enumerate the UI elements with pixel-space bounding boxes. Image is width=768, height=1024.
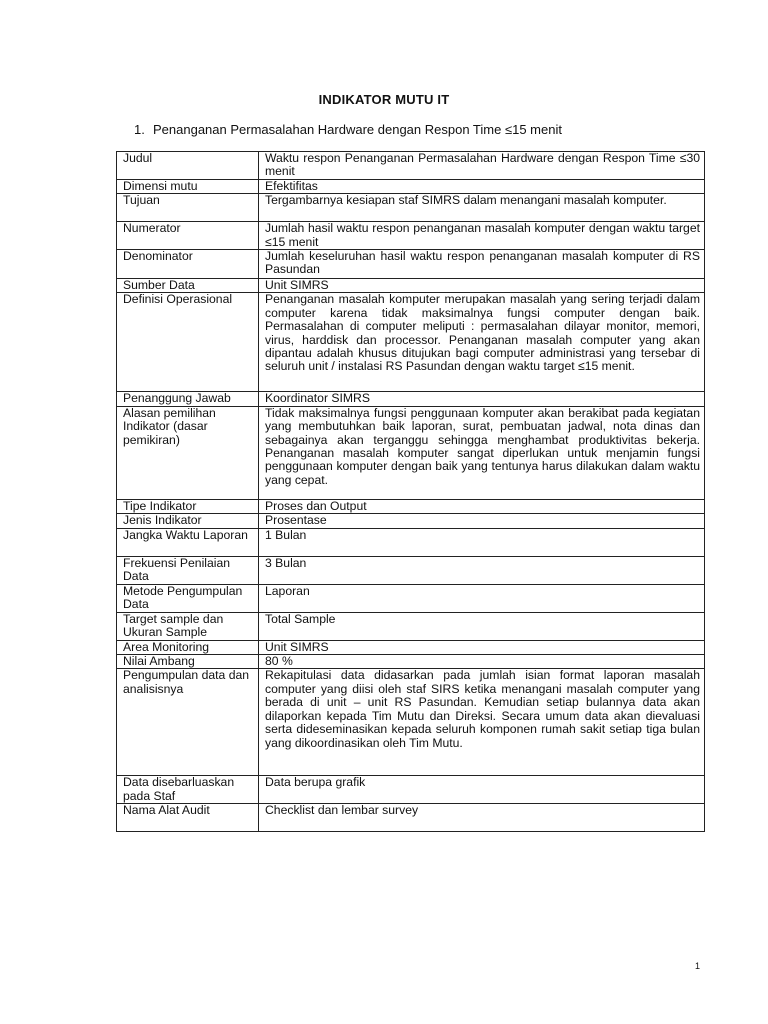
- table-row: [117, 392, 705, 406]
- indicator-table: [116, 151, 705, 832]
- row-label: Denominator: [117, 250, 259, 279]
- table-row: [117, 499, 705, 513]
- table-row: [117, 556, 705, 584]
- row-label: Tujuan: [117, 194, 259, 222]
- row-value: Unit SIMRS: [259, 640, 705, 654]
- row-label: Frekuensi Penilaian Data: [117, 556, 259, 584]
- row-value: Jumlah hasil waktu respon penanganan masalah komputer dengan waktu target ≤15 menit: [259, 222, 705, 250]
- table-row: [117, 222, 705, 250]
- table-row: [117, 655, 705, 669]
- section-heading: [134, 122, 562, 137]
- row-value: Laporan: [259, 584, 705, 612]
- row-label: Alasan pemilihan Indikator (dasar pemikiran): [117, 406, 259, 499]
- row-value: 3 Bulan: [259, 556, 705, 584]
- table-row: [117, 776, 705, 804]
- section-number: 1.: [134, 122, 145, 137]
- row-label: Metode Pengumpulan Data: [117, 584, 259, 612]
- row-value: Checklist dan lembar survey: [259, 804, 705, 832]
- row-value: Tergambarnya kesiapan staf SIMRS dalam menangani masalah komputer.: [259, 194, 705, 222]
- row-value: Proses dan Output: [259, 499, 705, 513]
- row-label: Jenis Indikator: [117, 514, 259, 528]
- table-row: [117, 584, 705, 612]
- row-label: Numerator: [117, 222, 259, 250]
- row-value: Data berupa grafik: [259, 776, 705, 804]
- table-row: [117, 279, 705, 293]
- table-row: [117, 640, 705, 654]
- row-value: Penanganan masalah komputer merupakan masalah yang sering terjadi dalam computer karena tidak maksimalnya fungsi computer dengan baik. Permasalahan di computer meliputi : permasalahan dilayar monitor, memori, virus, harddisk dan processor. Penanganan masalah computer yang akan dipantau adalah khusus ditujukan bagi computer administrasi yang tersebar di seluruh unit / instalasi RS Pasundan dengan waktu target ≤15 menit.: [259, 293, 705, 392]
- row-value: Tidak maksimalnya fungsi penggunaan komputer akan berakibat pada kegiatan yang membutuhkan baik laporan, surat, pembuatan jadwal, nota dinas dan sebagainya akan terganggu sehingga menghambat produktivitas bekerja. Penanganan masalah komputer sangat diperlukan untuk menjamin fungsi penggunaan komputer dengan baik yang tentunya harus dilakukan dalam waktu yang cepat.: [259, 406, 705, 499]
- table-row: [117, 612, 705, 640]
- page-number: 1: [695, 961, 701, 971]
- row-label: Nilai Ambang: [117, 655, 259, 669]
- row-value: Efektifitas: [259, 179, 705, 193]
- table-row: [117, 406, 705, 499]
- row-label: Jangka Waktu Laporan: [117, 528, 259, 556]
- table-row: [117, 293, 705, 392]
- row-label: Judul: [117, 152, 259, 180]
- row-value: Unit SIMRS: [259, 279, 705, 293]
- row-label: Sumber Data: [117, 279, 259, 293]
- table-row: [117, 514, 705, 528]
- row-value: 1 Bulan: [259, 528, 705, 556]
- table-row: [117, 152, 705, 180]
- row-label: Pengumpulan data dan analisisnya: [117, 669, 259, 776]
- row-label: Definisi Operasional: [117, 293, 259, 392]
- row-value: Prosentase: [259, 514, 705, 528]
- row-value: Total Sample: [259, 612, 705, 640]
- row-value: Jumlah keseluruhan hasil waktu respon penanganan masalah komputer di RS Pasundan: [259, 250, 705, 279]
- row-value: 80 %: [259, 655, 705, 669]
- row-label: Penanggung Jawab: [117, 392, 259, 406]
- section-heading-text: Penanganan Permasalahan Hardware dengan Respon Time ≤15 menit: [153, 122, 562, 137]
- document-title: INDIKATOR MUTU IT: [318, 92, 450, 107]
- row-label: Data disebarluaskan pada Staf: [117, 776, 259, 804]
- table-row: [117, 194, 705, 222]
- row-value: Rekapitulasi data didasarkan pada jumlah isian format laporan masalah computer yang diisi oleh staf SIRS ketika menangani masalah computer yang berada di unit – unit RS Pasundan. Kemudian setiap bulannya data akan dilaporkan kepada Tim Mutu dan Direksi. Secara umum data akan dievaluasi serta dideseminasikan kepada seluruh komponen rumah sakit setiap tiga bulan yang dikoordinasikan oleh Tim Mutu.: [259, 669, 705, 776]
- table-row: [117, 528, 705, 556]
- row-label: Nama Alat Audit: [117, 804, 259, 832]
- row-label: Dimensi mutu: [117, 179, 259, 193]
- table-row: [117, 804, 705, 832]
- row-value: Waktu respon Penanganan Permasalahan Hardware dengan Respon Time ≤30 menit: [259, 152, 705, 180]
- table-row: [117, 250, 705, 279]
- row-label: Tipe Indikator: [117, 499, 259, 513]
- table-row: [117, 179, 705, 193]
- row-label: Area Monitoring: [117, 640, 259, 654]
- row-label: Target sample dan Ukuran Sample: [117, 612, 259, 640]
- row-value: Koordinator SIMRS: [259, 392, 705, 406]
- table-row: [117, 669, 705, 776]
